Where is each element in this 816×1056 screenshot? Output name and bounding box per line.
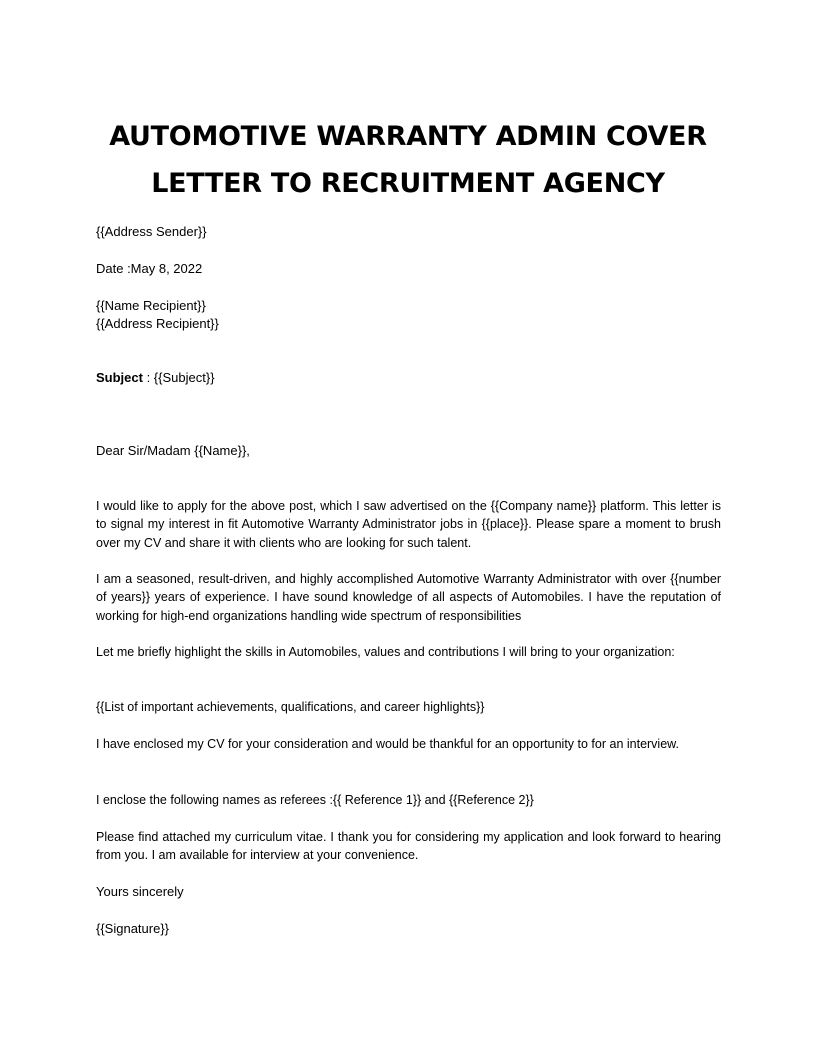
paragraph-skills-intro: Let me briefly highlight the skills in Automobiles, values and contributions I will bring to your organization: xyxy=(96,645,675,659)
name-recipient: {{Name Recipient}} xyxy=(96,298,206,313)
address-recipient: {{Address Recipient}} xyxy=(96,316,219,331)
letter-date: Date :May 8, 2022 xyxy=(96,261,203,276)
paragraph-cv-enclosed: I have enclosed my CV for your consideration and would be thankful for an opportunity to for an interview. xyxy=(96,737,679,751)
subject-label: Subject xyxy=(96,370,143,385)
subject-value: : {{Subject}} xyxy=(142,370,215,385)
paragraph-referees: I enclose the following names as referees :{{ Reference 1}} and {{Reference 2}} xyxy=(96,793,534,807)
paragraph-closing-remarks: Please find attached my curriculum vitae. I thank you for considering my application and look forward to hearing from you. I am available for interview at your convenience. xyxy=(96,830,721,863)
salutation: Dear Sir/Madam {{Name}}, xyxy=(96,443,250,458)
paragraph-application: I would like to apply for the above post, which I saw advertised on the {{Company name}} platform. This letter is to signal my interest in fit Automotive Warranty Administrator jobs in {{place}}. Please spare a moment to brush over my CV and share it with clients who are looking for such talent. xyxy=(96,499,721,550)
subject-line xyxy=(96,369,721,387)
paragraph-experience: I am a seasoned, result-driven, and highly accomplished Automotive Warranty Administrator with over {{number of years}} years of experience. I have sound knowledge of all aspects of Automobiles. I have the reputation of working for high-end organizations handling wide spectrum of responsibilities xyxy=(96,572,721,623)
address-sender: {{Address Sender}} xyxy=(96,224,207,239)
signature: {{Signature}} xyxy=(96,921,170,936)
paragraph-achievements: {{List of important achievements, qualifications, and career highlights}} xyxy=(96,700,485,714)
recipient-block xyxy=(96,297,721,333)
title-line-2: LETTER TO RECRUITMENT AGENCY xyxy=(151,168,665,199)
title-line-1: AUTOMOTIVE WARRANTY ADMIN COVER xyxy=(109,121,707,152)
closing: Yours sincerely xyxy=(96,884,184,899)
letter-title xyxy=(60,113,756,207)
